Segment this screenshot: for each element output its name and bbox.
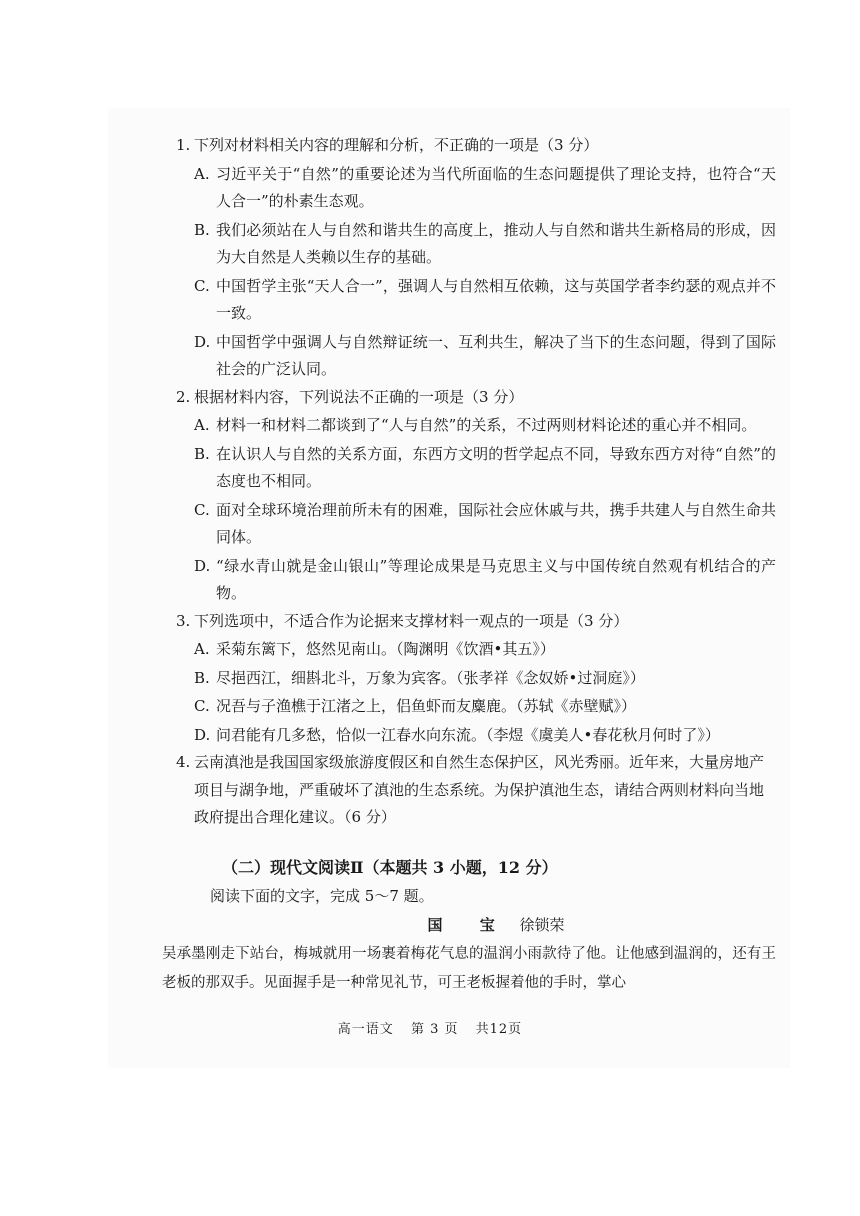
question-1 (176, 132, 776, 384)
option-letter: B. (194, 220, 210, 239)
option-c (176, 497, 776, 552)
option-c (176, 693, 776, 721)
question-number: 1. (176, 136, 191, 154)
question-number: 4. (176, 753, 191, 771)
article-text: 吴承墨刚走下站台，梅城就用一场裹着梅花气息的温润小雨款待了他。让他感到温润的，还有王老板的那双手。见面握手是一种常见礼节，可王老板握着他的手时，掌心 (162, 945, 776, 991)
question-number: 2. (176, 387, 191, 406)
option-d (176, 329, 776, 384)
option-d (176, 722, 776, 750)
page-footer (0, 1018, 860, 1037)
option-a (176, 412, 776, 440)
question-stem: 下列选项中，不适合作为论据来支撑材料一观点的一项是（3 分） (194, 611, 629, 630)
question-stem: 云南滇池是我国国家级旅游度假区和自然生态保护区，风光秀丽。近年来，大量房地产项目与湖争地，严重破坏了滇池的生态系统。为保护滇池生态，请结合两则材料向当地政府提出合理化建议。（6 分） (194, 753, 765, 826)
article-title-line (216, 910, 776, 940)
option-text: “绿水青山就是金山银山”等理论成果是马克思主义与中国传统自然观有机结合的产物。 (216, 556, 776, 602)
option-letter: D. (194, 332, 211, 351)
question-stem: 根据材料内容，下列说法不正确的一项是（3 分） (194, 387, 524, 406)
option-text: 中国哲学主张“天人合一”，强调人与自然相互依赖，这与英国学者李约瑟的观点并不一致。 (216, 276, 776, 322)
footer-subject: 高一语文 (337, 1022, 394, 1037)
option-b (176, 217, 776, 272)
option-text: 面对全球环境治理前所未有的困难，国际社会应休戚与共，携手共建人与自然生命共同体。 (216, 500, 776, 546)
option-text: 材料一和材料二都谈到了“人与自然”的关系，不过两则材料论述的重心并不相同。 (216, 416, 757, 434)
section-heading: （二）现代文阅读Ⅱ（本题共 3 小题，12 分） (222, 857, 558, 877)
option-letter: D. (194, 556, 211, 575)
footer-total-pages: 共12页 (475, 1022, 523, 1037)
option-a (176, 161, 776, 216)
option-text: 问君能有几多愁，恰似一江春水向东流。（李煜《虞美人•春花秋月何时了》） (216, 725, 720, 744)
option-letter: A. (194, 416, 210, 434)
option-letter: B. (194, 444, 210, 463)
option-text: 中国哲学中强调人与自然辩证统一、互利共生，解决了当下的生态问题，得到了国际社会的广泛认同。 (216, 332, 776, 378)
option-letter: A. (194, 164, 210, 183)
option-letter: D. (194, 725, 211, 744)
question-2 (176, 384, 776, 608)
question-number: 3. (176, 611, 191, 630)
option-c (176, 273, 776, 328)
option-letter: C. (194, 500, 210, 519)
option-letter: C. (194, 697, 210, 715)
question-stem: 下列对材料相关内容的理解和分析，不正确的一项是（3 分） (194, 136, 599, 154)
option-a (176, 636, 776, 664)
article-author: 徐锁荣 (519, 915, 565, 934)
article-title: 国 宝 (427, 915, 511, 934)
option-b (176, 441, 776, 496)
section-instruction: 阅读下面的文字，完成 5～7 题。 (210, 886, 434, 905)
question-3 (176, 608, 776, 750)
option-text: 我们必须站在人与自然和谐共生的高度上，推动人与自然和谐共生新格局的形成，因为大自然是人类赖以生存的基础。 (216, 220, 776, 266)
option-letter: C. (194, 276, 210, 295)
option-text: 况吾与子渔樵于江渚之上，侣鱼虾而友麋鹿。（苏轼《赤壁赋》） (216, 697, 637, 715)
question-4 (176, 749, 776, 832)
option-letter: A. (194, 640, 210, 658)
option-text: 在认识人与自然的关系方面，东西方文明的哲学起点不同，导致东西方对待“自然”的态度也不相同。 (216, 444, 776, 490)
footer-page-number: 第 3 页 (410, 1022, 459, 1037)
option-text: 尽挹西江，细斟北斗，万象为宾客。（张孝祥《念奴娇•过洞庭》） (216, 668, 645, 687)
exam-content (162, 132, 776, 998)
option-d (176, 553, 776, 608)
option-text: 习近平关于“自然”的重要论述为当代所面临的生态问题提供了理论支持，也符合“天人合一”的朴素生态观。 (216, 164, 776, 210)
option-letter: B. (194, 668, 210, 687)
option-text: 采菊东篱下，悠然见南山。（陶渊明《饮酒•其五》） (216, 640, 555, 658)
option-b (176, 665, 776, 693)
